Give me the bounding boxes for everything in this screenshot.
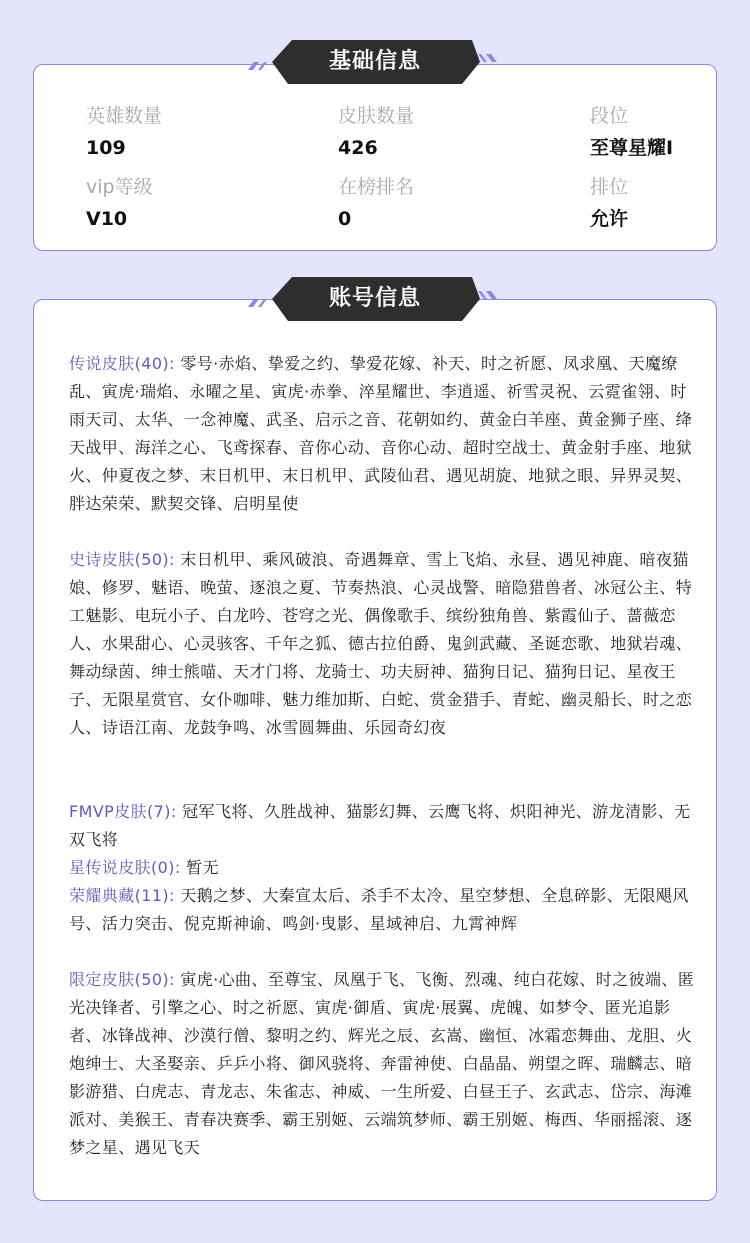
- section-title: FMVP皮肤(7):: [69, 802, 177, 821]
- field-value: 109: [86, 137, 126, 159]
- field-value: 0: [338, 208, 352, 230]
- field-label: 段位: [590, 105, 629, 127]
- field-label: 皮肤数量: [338, 105, 415, 127]
- fmvp-skins-section: [69, 798, 697, 854]
- section-title: 荣耀典藏(11):: [69, 886, 175, 905]
- skin-count-field: [338, 103, 538, 161]
- section-title: 限定皮肤(50):: [69, 970, 175, 989]
- section-title: 星传说皮肤(0):: [69, 858, 181, 877]
- field-value: V10: [86, 208, 128, 230]
- ranked-allowed-field: [590, 174, 750, 232]
- section-title: 传说皮肤(40):: [69, 354, 175, 373]
- account-info-card: [33, 299, 717, 1201]
- account-info-banner: [248, 277, 502, 321]
- star-legend-skins-section: [69, 854, 697, 882]
- hero-count-field: [86, 103, 286, 161]
- section-items: 寅虎·心曲、至尊宝、凤凰于飞、飞衡、烈魂、纯白花嫁、时之彼端、匿光决锋者、引擎之心、时之祈愿、寅虎·御盾、寅虎·展翼、虎魄、如梦令、匿光追影者、冰锋战神、沙漠行僧、黎明之约、辉光之辰、玄嵩、幽恒、冰霜恋舞曲、龙胆、火炮绅士、大圣娶亲、乒乒小将、御风骁将、奔雷神使、白晶晶、朔望之晖、瑞麟志、暗影游猎、白虎志、青龙志、朱雀志、神威、一生所爱、白昼王子、玄武志、岱宗、海滩派对、美猴王、青春决赛季、霸王别姬、云端筑梦师、霸王别姬、梅西、华丽摇滚、逐梦之星、遇见飞天: [69, 970, 695, 1157]
- legend-skins-section: [69, 350, 697, 518]
- limited-skins-section: [69, 966, 697, 1162]
- basic-info-banner: [248, 40, 502, 84]
- rank-tier-field: [590, 103, 750, 161]
- section-items: 零号·赤焰、挚爱之约、挚爱花嫁、补天、时之祈愿、凤求凰、天魔缭乱、寅虎·瑞焰、永曜之星、寅虎·赤拳、淬星耀世、李逍遥、祈雪灵祝、云霓雀翎、时雨天司、太华、一念神魔、武圣、启示之音、花朝如约、黄金白羊座、黄金狮子座、绛天战甲、海洋之心、飞鸢探春、音你心动、音你心动、超时空战士、黄金射手座、地狱火、仲夏夜之梦、末日机甲、末日机甲、武陵仙君、遇见胡旋、地狱之眼、异界灵契、胖达荣荣、默契交锋、启明星使: [69, 354, 693, 513]
- leaderboard-rank-field: [338, 174, 538, 232]
- field-value: 至尊星耀I: [590, 137, 674, 159]
- field-value: 允许: [590, 208, 629, 230]
- vip-level-field: [86, 174, 286, 232]
- glory-collection-section: [69, 882, 697, 938]
- field-label: vip等级: [86, 176, 153, 198]
- section-items: 暂无: [186, 858, 219, 877]
- field-label: 在榜排名: [338, 176, 415, 198]
- banner-title: 账号信息: [328, 286, 421, 311]
- epic-skins-section: [69, 546, 697, 742]
- section-title: 史诗皮肤(50):: [69, 550, 175, 569]
- field-label: 排位: [590, 176, 629, 198]
- field-value: 426: [338, 137, 378, 159]
- banner-title: 基础信息: [328, 49, 421, 74]
- section-items: 天鹅之梦、大秦宣太后、杀手不太冷、星空梦想、全息碎影、无限飓风号、活力突击、倪克斯神谕、鸣剑·曳影、星域神启、九霄神辉: [69, 886, 689, 933]
- field-label: 英雄数量: [86, 105, 163, 127]
- section-items: 冠军飞将、久胜战神、猫影幻舞、云鹰飞将、炽阳神光、游龙清影、无双飞将: [69, 802, 691, 849]
- section-items: 末日机甲、乘风破浪、奇遇舞章、雪上飞焰、永昼、遇见神鹿、暗夜猫娘、修罗、魅语、晚萤、逐浪之夏、节奏热浪、心灵战警、暗隐猎兽者、冰冠公主、特工魅影、电玩小子、白龙吟、苍穹之光、偶像歌手、缤纷独角兽、紫霞仙子、蔷薇恋人、水果甜心、心灵骇客、千年之狐、德古拉伯爵、鬼剑武藏、圣诞恋歌、地狱岩魂、舞动绿茵、绅士熊喵、天才门将、龙骑士、功夫厨神、猫狗日记、猫狗日记、星夜王子、无限星赏官、女仆咖啡、魅力维加斯、白蛇、赏金猎手、青蛇、幽灵船长、时之恋人、诗语江南、龙鼓争鸣、冰雪圆舞曲、乐园奇幻夜: [69, 550, 693, 737]
- basic-info-card: [33, 64, 717, 251]
